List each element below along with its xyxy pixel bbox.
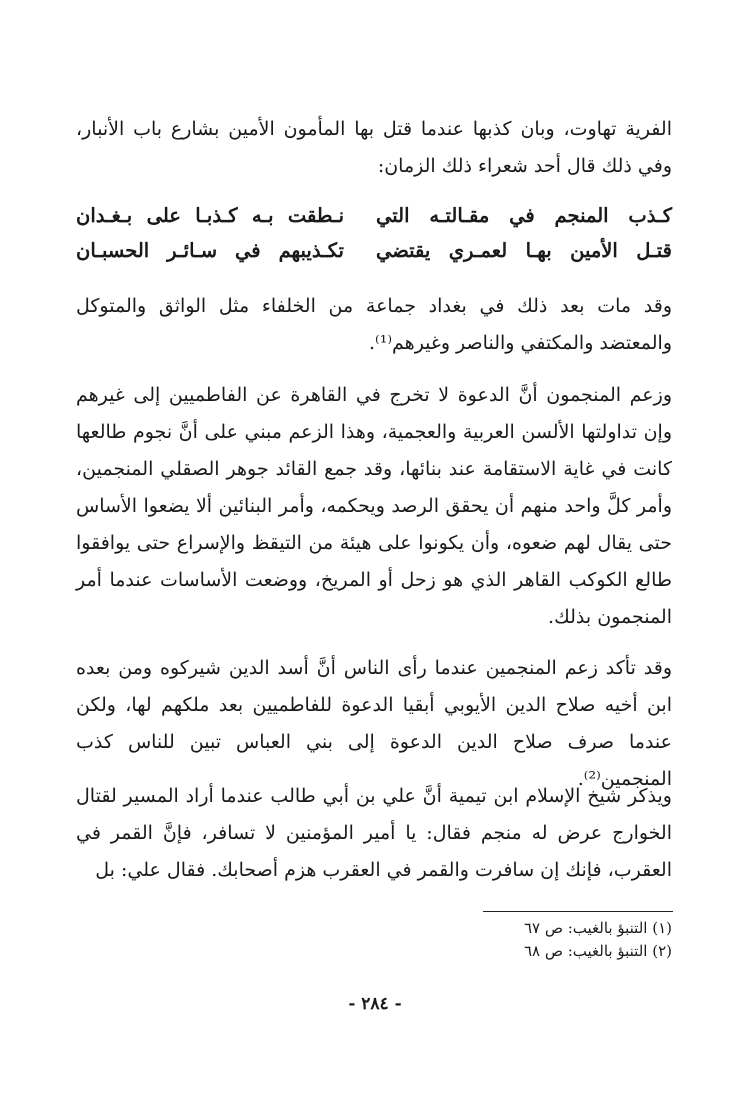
verse-1-first-hemistich: كـذب المنجم في مقـالتـه التي — [376, 204, 672, 227]
paragraph-claim-confirmed: وقد تأكد زعم المنجمين عندما رأى الناس أنَّ أسد الدين شيركوه ومن بعده ابن أخيه صلاح الدين الأيوبي أبقيا الدعوة للفاطميين بعد ملكهم لها، ولكن عندما صرف صلاح الدين الدعوة إلى بني العباس تبين للناس كذب المنجمين⁽²⁾. — [76, 657, 672, 790]
footnote-divider — [483, 911, 673, 912]
paragraph-fatimid-claim: وزعم المنجمون أنَّ الدعوة لا تخرج في القاهرة عن الفاطميين إلى غيرهم وإن تداولتها الألسن العربية والعجمية، وهذا الزعم مبني على أنَّ نجوم طالعها كانت في غاية الاستقامة عند بنائها، وقد جمع القائد جوهر الصقلي المنجمين، وأمر كلَّ واحد منهم أن يحقق الرصد ويحكمه، وأمر البنائين ألا يضعوا الأساس حتى يقال لهم ضعوه، وأن يكونوا على هيئة من التيقظ والإسراع حتى يوافقوا طالع الكوكب القاهر الذي هو زحل أو المريخ، ووضعت الأساسات عندما أمر المنجمون بذلك. — [76, 384, 672, 628]
footnote-2: (٢) التنبؤ بالغيب: ص ٦٨ — [523, 942, 672, 960]
paragraph-ibn-taymiyyah: ويذكر شيخ الإسلام ابن تيمية أنَّ علي بن أبي طالب عندما أراد المسير لقتال الخوارج عرض له منجم فقال: يا أمير المؤمنين لا تسافر، فإنَّ القمر في العقرب، فإنك إن سافرت والقمر في العقرب هزم أصحابك. فقال علي: بل — [76, 785, 672, 881]
paragraph-intro: الفرية تهاوت، وبان كذبها عندما قتل بها المأمون الأمين بشارع باب الأنبار، وفي ذلك قال أحد شعراء ذلك الزمان: — [76, 118, 672, 177]
page-number: - ٢٨٤ - — [348, 994, 402, 1014]
footnote-1: (١) التنبؤ بالغيب: ص ٦٧ — [523, 919, 672, 937]
verse-1-second-hemistich: نـطقت بـه كـذبـا على بـغـدان — [76, 204, 344, 227]
verse-line-1 — [76, 204, 672, 238]
paragraph-caliphs: وقد مات بعد ذلك في بغداد جماعة من الخلفاء مثل الواثق والمتوكل والمعتضد والمكتفي والناصر وغيرهم⁽¹⁾. — [76, 295, 672, 354]
verse-line-2 — [76, 239, 672, 273]
verse-2-second-hemistich: تكـذيبهم في سـائـر الحسبـان — [76, 239, 344, 262]
verse-2-first-hemistich: قتـل الأمين بهـا لعمـري يقتضي — [376, 239, 672, 262]
